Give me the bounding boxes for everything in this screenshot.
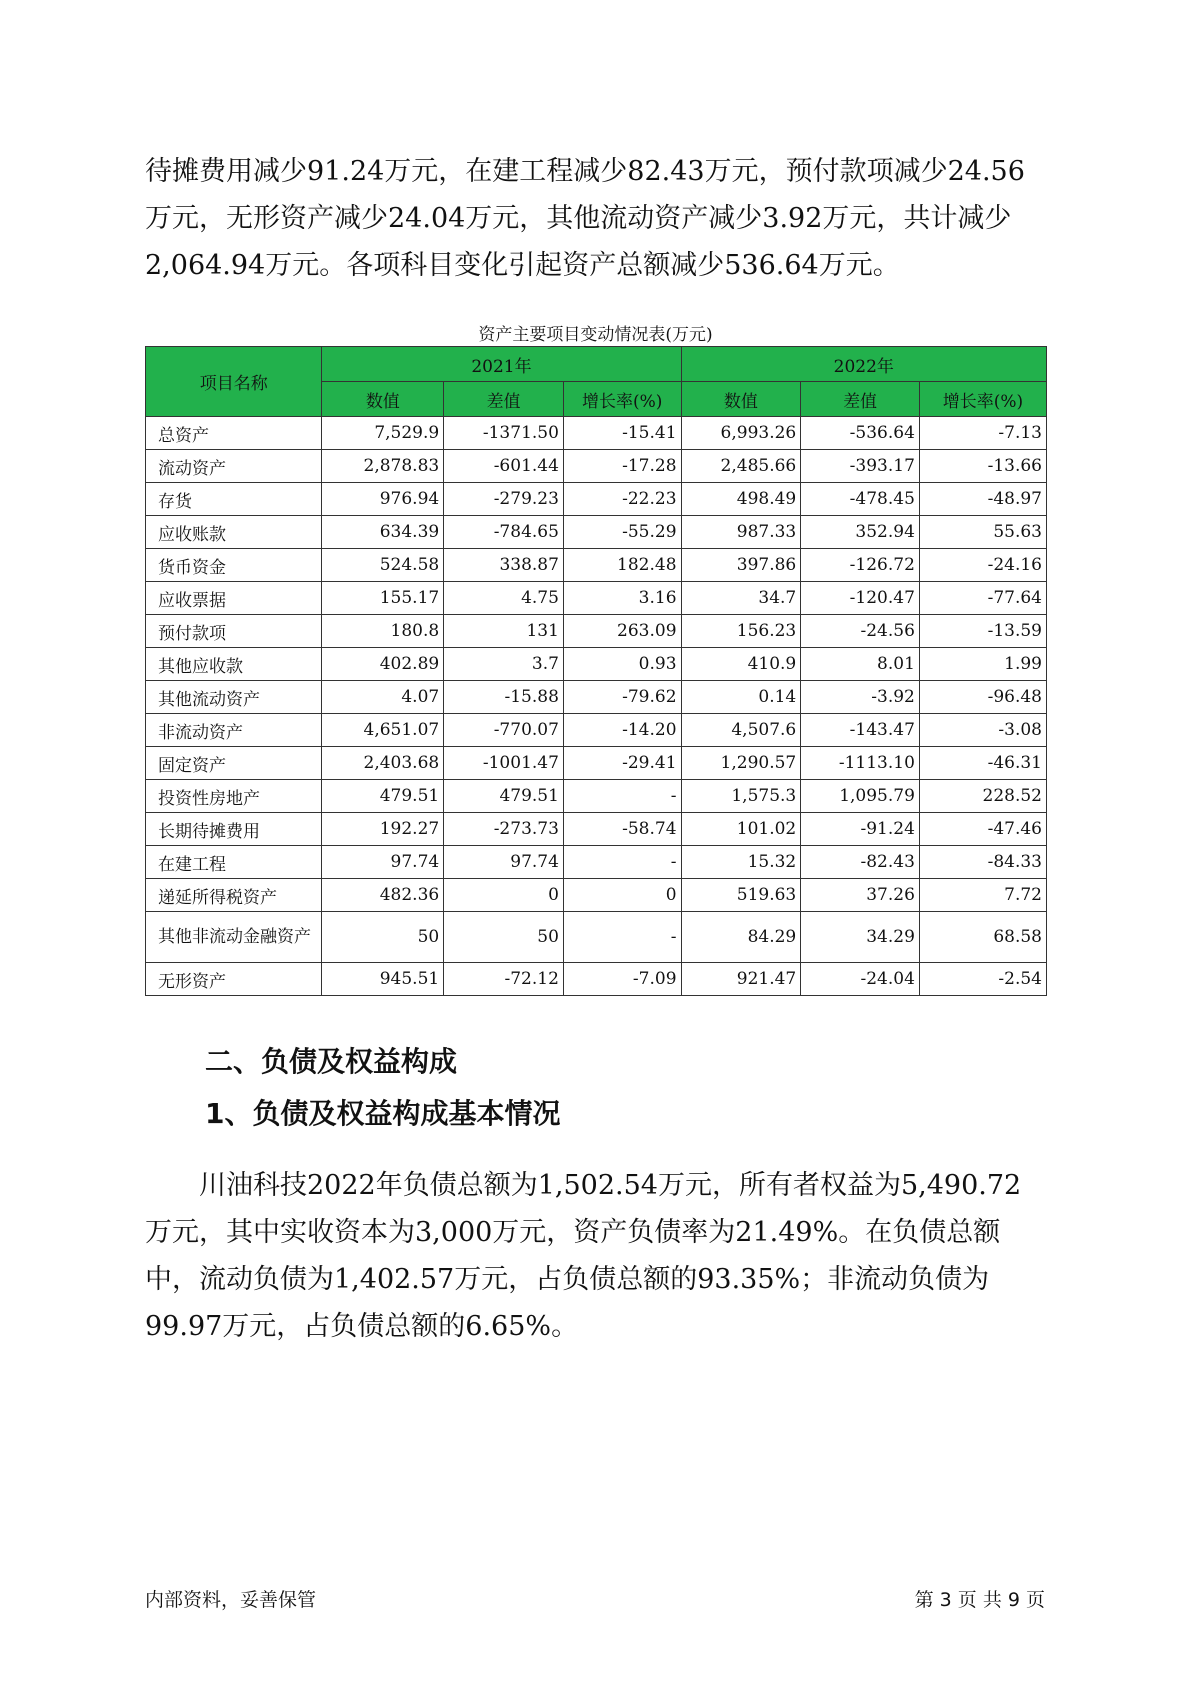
table-cell: 55.63 bbox=[919, 516, 1046, 549]
table-cell: 6,993.26 bbox=[681, 417, 801, 450]
table-header bbox=[146, 347, 1047, 417]
table-cell: 0 bbox=[444, 879, 564, 912]
table-row bbox=[146, 681, 1047, 714]
table-cell: 7,529.9 bbox=[322, 417, 444, 450]
table-cell: -1113.10 bbox=[801, 747, 920, 780]
table-cell: -24.56 bbox=[801, 615, 920, 648]
table-cell: 410.9 bbox=[681, 648, 801, 681]
table-cell: -24.04 bbox=[801, 963, 920, 996]
table-cell: -17.28 bbox=[563, 450, 681, 483]
table-cell: 976.94 bbox=[322, 483, 444, 516]
table-cell: 352.94 bbox=[801, 516, 920, 549]
table-row bbox=[146, 963, 1047, 996]
table-cell: -84.33 bbox=[919, 846, 1046, 879]
paragraph-asset-changes: 待摊费用减少91.24万元，在建工程减少82.43万元，预付款项减少24.56万元，无形资产减少24.04万元，其他流动资产减少3.92万元，共计减少2,064.94万元。各项科目变化引起资产总额减少536.64万元。 bbox=[145, 156, 1025, 281]
table-cell: 68.58 bbox=[919, 912, 1046, 963]
table-cell: 4.75 bbox=[444, 582, 564, 615]
table-cell: 50 bbox=[444, 912, 564, 963]
header-metric: 数值 bbox=[322, 382, 444, 417]
table-cell: 0.14 bbox=[681, 681, 801, 714]
row-item-name: 货币资金 bbox=[146, 549, 322, 582]
table-cell: 945.51 bbox=[322, 963, 444, 996]
table-cell: 84.29 bbox=[681, 912, 801, 963]
table-cell: -48.97 bbox=[919, 483, 1046, 516]
table-cell: -3.92 bbox=[801, 681, 920, 714]
table-cell: 97.74 bbox=[444, 846, 564, 879]
table-cell: -24.16 bbox=[919, 549, 1046, 582]
table-cell: 4,507.6 bbox=[681, 714, 801, 747]
table-cell: -58.74 bbox=[563, 813, 681, 846]
table-cell: 1,095.79 bbox=[801, 780, 920, 813]
table-cell: 2,403.68 bbox=[322, 747, 444, 780]
table-cell: -478.45 bbox=[801, 483, 920, 516]
table-cell: -536.64 bbox=[801, 417, 920, 450]
footer-confidential-note: 内部资料，妥善保管 bbox=[145, 1589, 317, 1611]
table-row bbox=[146, 780, 1047, 813]
table-row bbox=[146, 648, 1047, 681]
table-cell: 524.58 bbox=[322, 549, 444, 582]
footer-page-number: 第 3 页 共 9 页 bbox=[914, 1589, 1045, 1611]
table-row bbox=[146, 483, 1047, 516]
table-cell: -15.41 bbox=[563, 417, 681, 450]
table-cell: -91.24 bbox=[801, 813, 920, 846]
table-cell: -22.23 bbox=[563, 483, 681, 516]
table-cell: -72.12 bbox=[444, 963, 564, 996]
table-cell: 192.27 bbox=[322, 813, 444, 846]
table-cell: 182.48 bbox=[563, 549, 681, 582]
subsection-heading: 1、负债及权益构成基本情况 bbox=[205, 1097, 561, 1130]
table-cell: -601.44 bbox=[444, 450, 564, 483]
table-cell: -55.29 bbox=[563, 516, 681, 549]
table-cell: 1,290.57 bbox=[681, 747, 801, 780]
table-cell: 634.39 bbox=[322, 516, 444, 549]
header-row-years bbox=[146, 347, 1047, 382]
table-cell: -273.73 bbox=[444, 813, 564, 846]
table-row bbox=[146, 747, 1047, 780]
table-cell: - bbox=[563, 780, 681, 813]
row-item-name: 在建工程 bbox=[146, 846, 322, 879]
table-cell: 519.63 bbox=[681, 879, 801, 912]
table-row bbox=[146, 516, 1047, 549]
table-cell: 7.72 bbox=[919, 879, 1046, 912]
table-row bbox=[146, 549, 1047, 582]
table-row bbox=[146, 714, 1047, 747]
header-item-name: 项目名称 bbox=[146, 347, 322, 417]
row-item-name: 其他流动资产 bbox=[146, 681, 322, 714]
table-cell: 482.36 bbox=[322, 879, 444, 912]
row-item-name: 长期待摊费用 bbox=[146, 813, 322, 846]
table-cell: -96.48 bbox=[919, 681, 1046, 714]
header-metric: 增长率(%) bbox=[919, 382, 1046, 417]
table-row bbox=[146, 615, 1047, 648]
table-cell: 4.07 bbox=[322, 681, 444, 714]
table-cell: -770.07 bbox=[444, 714, 564, 747]
table-cell: 156.23 bbox=[681, 615, 801, 648]
row-item-name: 其他应收款 bbox=[146, 648, 322, 681]
row-item-name: 预付款项 bbox=[146, 615, 322, 648]
table-cell: - bbox=[563, 912, 681, 963]
table-cell: -46.31 bbox=[919, 747, 1046, 780]
table-cell: 1,575.3 bbox=[681, 780, 801, 813]
table-row bbox=[146, 582, 1047, 615]
table-cell: -15.88 bbox=[444, 681, 564, 714]
table-cell: 2,485.66 bbox=[681, 450, 801, 483]
table-cell: 180.8 bbox=[322, 615, 444, 648]
row-item-name: 无形资产 bbox=[146, 963, 322, 996]
row-item-name: 递延所得税资产 bbox=[146, 879, 322, 912]
table-cell: 34.29 bbox=[801, 912, 920, 963]
table-cell: 479.51 bbox=[322, 780, 444, 813]
table-cell: 50 bbox=[322, 912, 444, 963]
table-body bbox=[146, 417, 1047, 996]
table-cell: -29.41 bbox=[563, 747, 681, 780]
table-cell: 8.01 bbox=[801, 648, 920, 681]
row-item-name: 应收票据 bbox=[146, 582, 322, 615]
table-cell: -7.09 bbox=[563, 963, 681, 996]
row-item-name: 投资性房地产 bbox=[146, 780, 322, 813]
header-metric: 差值 bbox=[444, 382, 564, 417]
table-cell: -77.64 bbox=[919, 582, 1046, 615]
table-cell: 34.7 bbox=[681, 582, 801, 615]
table-cell: -3.08 bbox=[919, 714, 1046, 747]
table-cell: -393.17 bbox=[801, 450, 920, 483]
table-row bbox=[146, 417, 1047, 450]
row-item-name: 非流动资产 bbox=[146, 714, 322, 747]
table-cell: 101.02 bbox=[681, 813, 801, 846]
header-metric: 差值 bbox=[801, 382, 920, 417]
table-row bbox=[146, 450, 1047, 483]
table-cell: -7.13 bbox=[919, 417, 1046, 450]
table-cell: -126.72 bbox=[801, 549, 920, 582]
row-item-name: 其他非流动金融资产 bbox=[146, 912, 322, 963]
table-cell: 3.16 bbox=[563, 582, 681, 615]
table-cell: -1371.50 bbox=[444, 417, 564, 450]
table-cell: -2.54 bbox=[919, 963, 1046, 996]
table-cell: -279.23 bbox=[444, 483, 564, 516]
row-item-name: 总资产 bbox=[146, 417, 322, 450]
paragraph-liabilities: 川油科技2022年负债总额为1,502.54万元，所有者权益为5,490.72万元，其中实收资本为3,000万元，资产负债率为21.49%。在负债总额中，流动负债为1,402.57万元，占负债总额的93.35%；非流动负债为99.97万元，占负债总额的6.65%。 bbox=[145, 1170, 1022, 1342]
table-caption: 资产主要项目变动情况表(万元) bbox=[478, 325, 713, 345]
header-year-2022: 2022年 bbox=[681, 347, 1046, 382]
table-cell: -13.66 bbox=[919, 450, 1046, 483]
table-cell: 131 bbox=[444, 615, 564, 648]
table-cell: 397.86 bbox=[681, 549, 801, 582]
table-cell: 1.99 bbox=[919, 648, 1046, 681]
table-cell: 263.09 bbox=[563, 615, 681, 648]
table-cell: 479.51 bbox=[444, 780, 564, 813]
table-cell: 15.32 bbox=[681, 846, 801, 879]
section-heading: 二、负债及权益构成 bbox=[205, 1045, 458, 1078]
table-cell: 987.33 bbox=[681, 516, 801, 549]
table-cell: 921.47 bbox=[681, 963, 801, 996]
table-row bbox=[146, 912, 1047, 963]
table-cell: 338.87 bbox=[444, 549, 564, 582]
table-cell: -784.65 bbox=[444, 516, 564, 549]
header-metric: 增长率(%) bbox=[563, 382, 681, 417]
table-cell: 402.89 bbox=[322, 648, 444, 681]
table-cell: -82.43 bbox=[801, 846, 920, 879]
table-row bbox=[146, 846, 1047, 879]
header-metric: 数值 bbox=[681, 382, 801, 417]
row-item-name: 固定资产 bbox=[146, 747, 322, 780]
asset-changes-table bbox=[145, 346, 1047, 996]
table-cell: 0.93 bbox=[563, 648, 681, 681]
table-cell: -13.59 bbox=[919, 615, 1046, 648]
table-cell: - bbox=[563, 846, 681, 879]
row-item-name: 流动资产 bbox=[146, 450, 322, 483]
table-cell: -1001.47 bbox=[444, 747, 564, 780]
header-year-2021: 2021年 bbox=[322, 347, 681, 382]
row-item-name: 应收账款 bbox=[146, 516, 322, 549]
table-cell: 3.7 bbox=[444, 648, 564, 681]
table-cell: 4,651.07 bbox=[322, 714, 444, 747]
table-cell: -47.46 bbox=[919, 813, 1046, 846]
table-cell: -120.47 bbox=[801, 582, 920, 615]
table-cell: -143.47 bbox=[801, 714, 920, 747]
table-cell: -79.62 bbox=[563, 681, 681, 714]
table-cell: 97.74 bbox=[322, 846, 444, 879]
table-cell: 498.49 bbox=[681, 483, 801, 516]
table-cell: 0 bbox=[563, 879, 681, 912]
table-row bbox=[146, 879, 1047, 912]
table-cell: 2,878.83 bbox=[322, 450, 444, 483]
table-cell: 155.17 bbox=[322, 582, 444, 615]
table-cell: 228.52 bbox=[919, 780, 1046, 813]
table-row bbox=[146, 813, 1047, 846]
row-item-name: 存货 bbox=[146, 483, 322, 516]
table-cell: 37.26 bbox=[801, 879, 920, 912]
table-cell: -14.20 bbox=[563, 714, 681, 747]
